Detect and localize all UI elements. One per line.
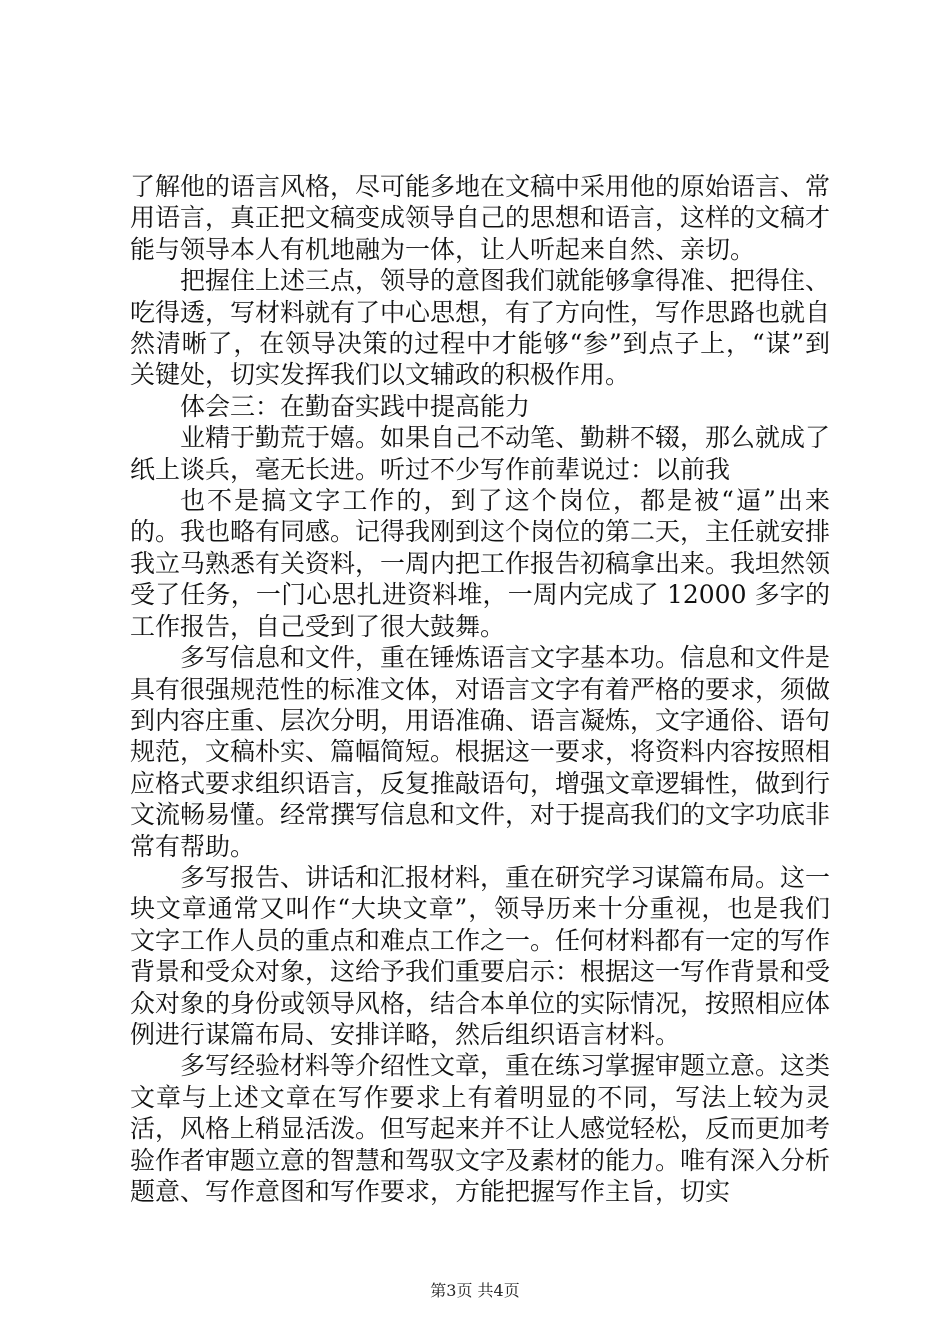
document-body (130, 171, 830, 1207)
paragraph: 多写信息和文件，重在锤炼语言文字基本功。信息和文件是具有很强规范性的标准文体，对语言文字有着严格的要求，须做到内容庄重、层次分明，用语准确、语言凝炼，文字通俗、语句规范，文稿朴实、篇幅简短。根据这一要求，将资料内容按照相应格式要求组织语言，反复推敲语句，增强文章逻辑性，做到行文流畅易懂。经常撰写信息和文件，对于提高我们的文字功底非常有帮助。 (130, 643, 831, 861)
paragraph: 也不是搞文字工作的，到了这个岗位，都是被“逼”出来的。我也略有同感。记得我刚到这个岗位的第二天，主任就安排我立马熟悉有关资料，一周内把工作报告初稿拿出来。我坦然领受了任务，一门心思扎进资料堆，一周内完成了 12000 多字的工作报告，自己受到了很大鼓舞。 (130, 486, 831, 641)
paragraph: 把握住上述三点，领导的意图我们就能够拿得准、把得住、吃得透，写材料就有了中心思想，有了方向性，写作思路也就自然清晰了，在领导决策的过程中才能够“参”到点子上，“谋”到关键处，切实发挥我们以文辅政的积极作用。 (130, 266, 831, 390)
paragraph: 业精于勤荒于嬉。如果自己不动笔、勤耕不辍，那么就成了纸上谈兵，毫无长进。听过不少写作前辈说过：以前我 (130, 423, 831, 484)
page-number-footer: 第3页 共4页 (430, 1281, 520, 1300)
paragraph: 了解他的语言风格，尽可能多地在文稿中采用他的原始语言、常用语言，真正把文稿变成领导自己的思想和语言，这样的文稿才能与领导本人有机地融为一体，让人听起来自然、亲切。 (130, 172, 831, 264)
paragraph: 多写报告、讲话和汇报材料，重在研究学习谋篇布局。这一块文章通常又叫作“大块文章”，领导历来十分重视，也是我们文字工作人员的重点和难点工作之一。任何材料都有一定的写作背景和受众对象，这给予我们重要启示：根据这一写作背景和受众对象的身份或领导风格，结合本单位的实际情况，按照相应体例进行谋篇布局、安排详略，然后组织语言材料。 (130, 862, 831, 1049)
section-heading: 体会三：在勤奋实践中提高能力 (180, 391, 531, 421)
paragraph: 多写经验材料等介绍性文章，重在练习掌握审题立意。这类文章与上述文章在写作要求上有着明显的不同，写法上较为灵活，风格上稍显活泼。但写起来并不让人感觉轻松，反而更加考验作者审题立意的智慧和驾驭文字及素材的能力。唯有深入分析题意、写作意图和写作要求，方能把握写作主旨，切实 (130, 1051, 831, 1206)
